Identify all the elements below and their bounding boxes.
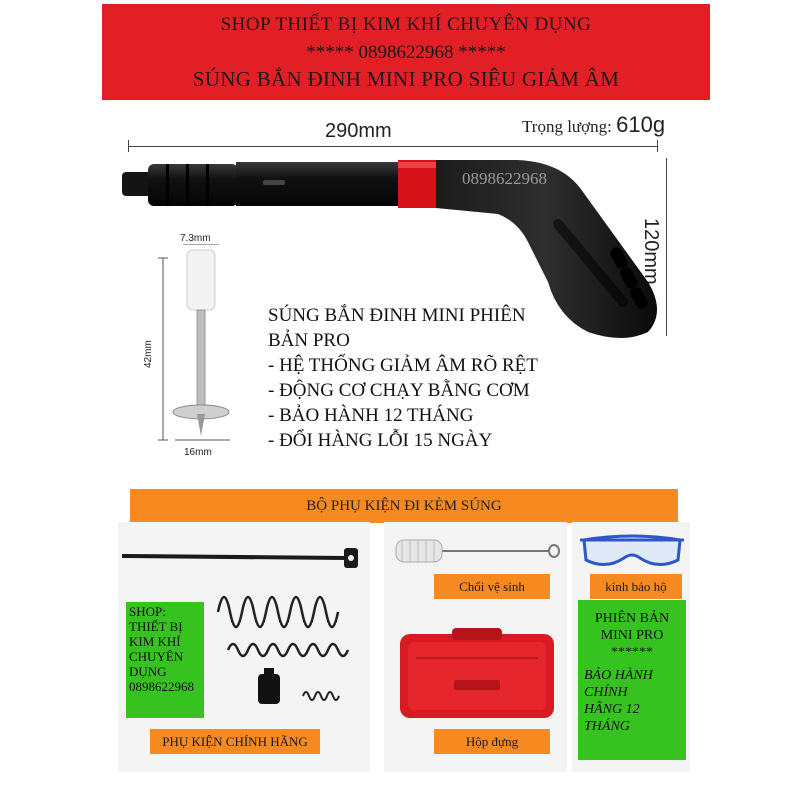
shop-note-line: KIM KHÍ — [129, 634, 181, 649]
warranty-line: CHÍNH — [584, 685, 628, 700]
banner-product-title: SÚNG BẮN ĐINH MINI PRO SIÊU GIẢM ÂM — [192, 67, 620, 91]
weight-spec — [522, 112, 665, 138]
description-title-2: BẢN PRO — [268, 330, 350, 351]
nail-image — [155, 244, 235, 444]
shop-note-line: 0898622968 — [129, 679, 194, 694]
accessories-title: BỘ PHỤ KIỆN ĐI KÈM SÚNG — [130, 489, 678, 523]
version-line-2: MINI PRO — [600, 628, 664, 643]
banner-phone: ***** 0898622968 ***** — [306, 42, 506, 63]
description-title-1: SÚNG BẮN ĐINH MINI PHIÊN — [268, 305, 526, 326]
version-warranty-box — [578, 600, 686, 760]
version-stars: ****** — [611, 645, 653, 660]
feature-item: - BẢO HÀNH 12 THÁNG — [268, 405, 474, 426]
shop-note-line: CHUYÊN — [129, 649, 184, 664]
warranty-line: HÃNG 12 — [584, 702, 640, 717]
length-tick-right — [657, 140, 658, 152]
shop-note-line: SHOP: — [129, 604, 166, 619]
nail-height: 42mm — [143, 340, 154, 368]
version-line-1: PHIÊN BẢN — [594, 611, 670, 626]
glasses-label: kính bảo hộ — [590, 574, 682, 599]
safety-glasses-image — [578, 530, 686, 574]
nail-top-width: 7.3mm — [180, 233, 211, 244]
feature-item: - ĐỘNG CƠ CHẠY BẰNG CƠM — [268, 380, 530, 401]
weight-value: 610g — [616, 112, 666, 137]
feature-item: - HỆ THỐNG GIẢM ÂM RÕ RỆT — [268, 355, 538, 376]
warranty-line: THÁNG — [584, 719, 630, 734]
height-dimension: 120mm — [640, 218, 662, 285]
shop-note-line: THIẾT BỊ — [129, 619, 183, 634]
length-tick-left — [128, 140, 129, 152]
gun-watermark: 0898622968 — [462, 169, 547, 188]
brush-image — [390, 536, 560, 566]
case-label: Hộp đựng — [434, 729, 550, 754]
length-dimension-line — [128, 146, 658, 147]
feature-item: - ĐỔI HÀNG LỖI 15 NGÀY — [268, 430, 493, 451]
brush-label: Chổi vệ sinh — [434, 574, 550, 599]
length-dimension: 290mm — [325, 120, 392, 142]
warranty-line: BẢO HÀNH — [584, 668, 653, 683]
case-image — [396, 628, 558, 720]
top-banner — [102, 4, 710, 100]
weight-label: Trọng lượng: — [522, 117, 612, 136]
parts-label: PHỤ KIỆN CHÍNH HÃNG — [150, 729, 320, 754]
banner-shop-name: SHOP THIẾT BỊ KIM KHÍ CHUYÊN DỤNG — [220, 14, 592, 35]
shop-note-line: DỤNG — [129, 664, 167, 679]
shop-note-box — [126, 602, 204, 718]
nail-base-width: 16mm — [184, 447, 212, 458]
product-description — [268, 303, 598, 453]
height-dimension-line — [666, 158, 667, 336]
